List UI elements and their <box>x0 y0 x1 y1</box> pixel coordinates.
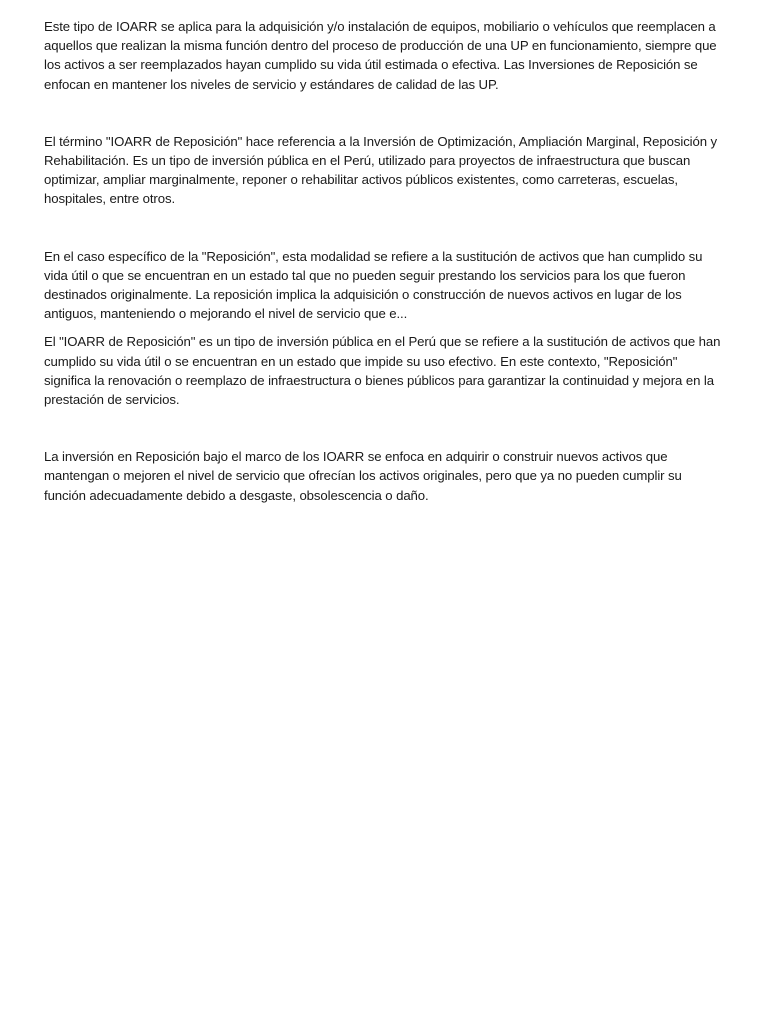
paragraph-ioarr-term: El término "IOARR de Reposición" hace referencia a la Inversión de Optimización, Ampliación Marginal, Reposición y Rehabilitación. Es un tipo de inversión pública en el Perú, utilizado para proyectos de infraestructura que buscan optimizar, ampliar marginalmente, reponer o rehabilitar activos públicos existentes, como carreteras, escuelas, hospitales, entre otros. <box>44 133 718 207</box>
paragraph-ioarr-definition: Este tipo de IOARR se aplica para la adquisición y/o instalación de equipos, mobiliario o vehículos que reemplacen a aquellos que realizan la misma función dentro del proceso de producción de una UP en funcionamiento, siempre que los activos a ser reemplazados hayan cumplido su vida útil estimada o efectiva. Las Inversiones de Reposición se enfocan en mantener los niveles de servicio y estándares de calidad de las UP. <box>44 19 717 92</box>
paragraph-ioarr-reposicion: El "IOARR de Reposición" es un tipo de inversión pública en el Perú que se refiere a la sustitución de activos que han cumplido su vida útil o se encuentran en un estado que impide su uso efectivo. En este contexto, "Reposición" significa la renovación o reemplazo de infraestructura o bienes públicos para garantizar la continuidad y mejora en la prestación de servicios. <box>44 334 721 408</box>
paragraph-reposicion-case: En el caso específico de la "Reposición", esta modalidad se refiere a la sustitución de activos que han cumplido su vida útil o que se encuentran en un estado tal que no pueden seguir prestando los servicios para los que fueron destinados originalmente. La reposición implica la adquisición o construcción de nuevos activos en lugar de los antiguos, manteniendo o mejorando el nivel de servicio que e... <box>44 248 703 322</box>
paragraph-inversion-reposicion: La inversión en Reposición bajo el marco de los IOARR se enfoca en adquirir o construir nuevos activos que mantengan o mejoren el nivel de servicio que ofrecían los activos originales, pero que ya no pueden cumplir su función adecuadamente debido a desgaste, obsolescencia o daño. <box>44 449 682 503</box>
document-body <box>44 17 724 505</box>
